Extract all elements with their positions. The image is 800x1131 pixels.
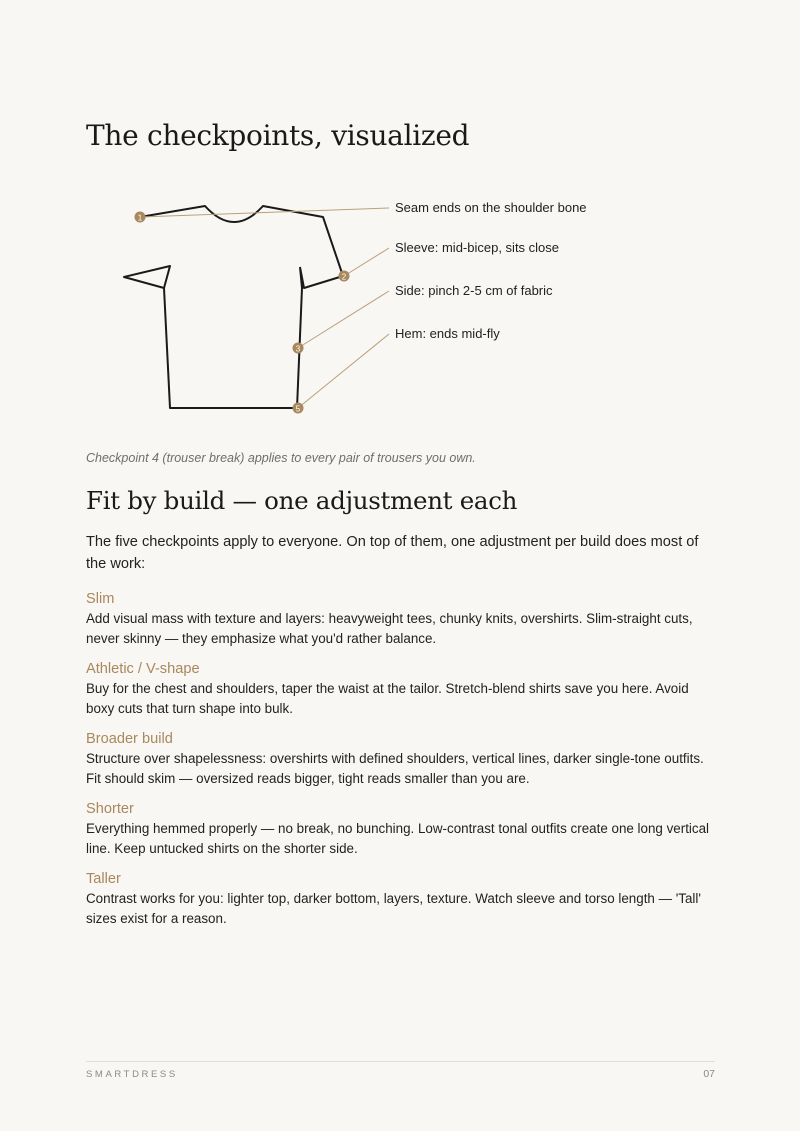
leader-line-1 — [140, 208, 389, 217]
build-name: Slim — [86, 591, 115, 607]
svg-text:5: 5 — [295, 404, 301, 414]
build-list — [86, 589, 715, 939]
build-item-broader — [86, 729, 715, 788]
marker-3 — [293, 343, 304, 354]
marker-5 — [293, 403, 304, 414]
build-description: Structure over shapelessness: overshirts with defined shoulders, vertical lines, darker single-tone outfits. Fit should skim — oversized reads bigger, tight reads smaller than you are. — [86, 751, 704, 786]
build-description: Add visual mass with texture and layers: heavyweight tees, chunky knits, overshirts. Slim-straight cuts, never skinny — they emphasize what you'd rather balance. — [86, 611, 693, 646]
build-name: Broader build — [86, 731, 173, 747]
section-subtitle: Fit by build — one adjustment each — [86, 486, 518, 515]
marker-1 — [135, 212, 146, 223]
intro-paragraph: The five checkpoints apply to everyone. On top of them, one adjustment per build does most of the work: — [86, 534, 699, 572]
leader-line-2 — [344, 248, 389, 276]
build-item-taller — [86, 869, 715, 928]
build-item-shorter — [86, 799, 715, 858]
build-name: Taller — [86, 871, 121, 887]
page-number: 07 — [703, 1068, 715, 1080]
build-name: Athletic / V-shape — [86, 661, 200, 677]
label-shoulder: Seam ends on the shoulder bone — [395, 200, 587, 215]
leader-line-5 — [295, 334, 389, 408]
label-side: Side: pinch 2-5 cm of fabric — [395, 283, 553, 298]
label-sleeve: Sleeve: mid-bicep, sits close — [395, 240, 560, 255]
svg-text:2: 2 — [341, 272, 347, 282]
svg-text:3: 3 — [295, 344, 301, 354]
footer-brand: SMARTDRESS — [86, 1069, 178, 1080]
diagram-caption: Checkpoint 4 (trouser break) applies to every pair of trousers you own. — [86, 451, 476, 465]
build-name: Shorter — [86, 801, 134, 817]
tshirt-outline — [124, 206, 343, 408]
svg-text:1: 1 — [137, 213, 143, 223]
leader-line-3 — [298, 291, 389, 348]
section-title: The checkpoints, visualized — [86, 119, 470, 152]
build-item-slim — [86, 589, 715, 648]
label-hem: Hem: ends mid-fly — [395, 326, 500, 341]
tshirt-diagram — [86, 190, 715, 430]
build-description: Contrast works for you: lighter top, darker bottom, layers, texture. Watch sleeve and torso length — 'Tall' sizes exist for a reason. — [86, 891, 701, 926]
build-item-athletic — [86, 659, 715, 718]
build-description: Buy for the chest and shoulders, taper the waist at the tailor. Stretch-blend shirts save you here. Avoid boxy cuts that turn shape into bulk. — [86, 681, 689, 716]
build-description: Everything hemmed properly — no break, no bunching. Low-contrast tonal outfits create one long vertical line. Keep untucked shirts on the shorter side. — [86, 821, 710, 856]
page — [86, 0, 715, 1131]
marker-2 — [339, 271, 350, 282]
footer-divider — [86, 1061, 715, 1062]
